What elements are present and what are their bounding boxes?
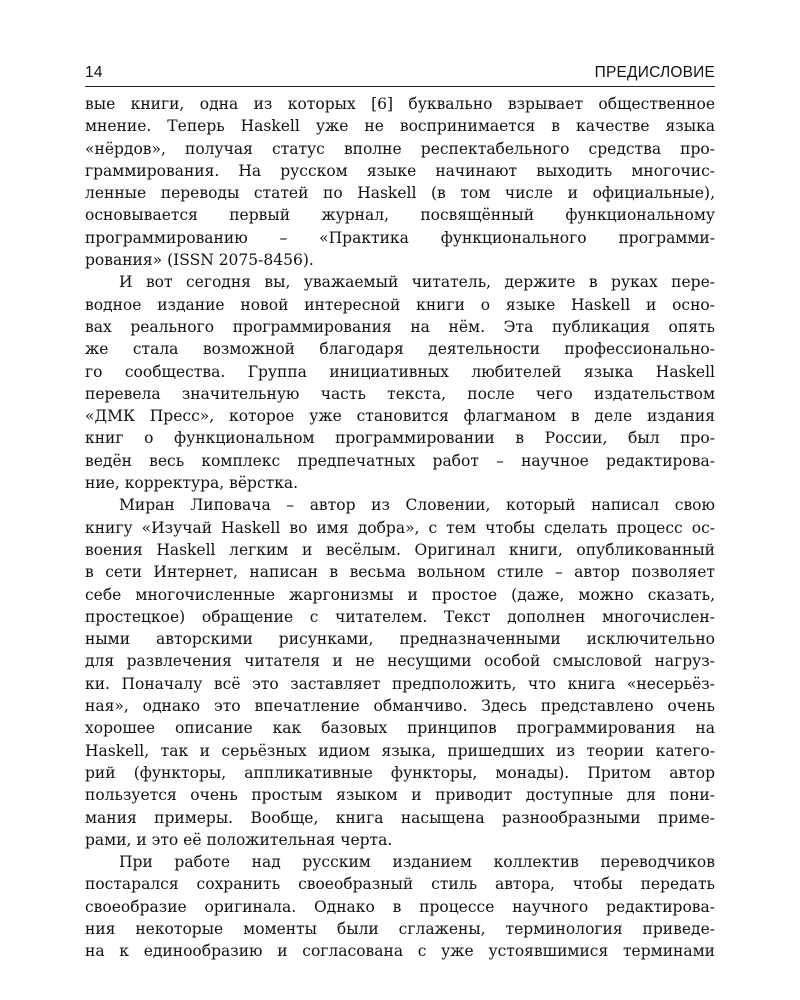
paragraph [85, 851, 715, 962]
text-line: перевела значительную часть текста, после чего издательством [85, 384, 715, 403]
text-line: в сети Интернет, написан в весьма вольном стиле – автор позволяет [85, 563, 715, 582]
text-line: Haskell, так и серьёзных идиом языка, пришедших из теории катего- [85, 741, 715, 760]
text-line: простецкое) обращение с читателем. Текст дополнен многочислен- [85, 607, 715, 626]
text-line: программированию – «Практика функционального программи- [85, 228, 715, 247]
text-line: мания примеры. Вообще, книга насыщена разнообразными приме- [85, 808, 715, 827]
text-line: Миран Липовача – автор из Словении, который написал свою [119, 496, 715, 515]
text-line: ние, корректура, вёрстка. [85, 474, 299, 493]
page-number: 14 [85, 64, 103, 81]
text-line: «ДМК Пресс», которое уже становится флагманом в деле издания [85, 407, 715, 426]
text-line: книг о функциональном программировании в России, был про- [85, 429, 715, 448]
text-line: основывается первый журнал, посвящённый функциональному [85, 206, 715, 225]
text-line: вые книги, одна из которых [6] буквально взрывает общественное [85, 95, 715, 113]
text-line: ная», однако это впечатление обманчиво. Здесь представлено очень [85, 697, 715, 716]
text-line: для развлечения читателя и не несущими особой смысловой нагруз- [85, 652, 715, 671]
text-line: пользуется очень простым языком и приводит доступные для пони- [85, 786, 715, 805]
text-line: своеобразие оригинала. Однако в процессе научного редактирова- [85, 897, 715, 916]
text-line: ки. Поначалу всё это заставляет предположить, что книга «несерьёз- [85, 674, 715, 693]
text-line: книгу «Изучай Haskell во имя добра», с тем чтобы сделать процесс ос- [85, 518, 715, 537]
text-line: И вот сегодня вы, уважаемый читатель, держите в руках пере- [119, 273, 715, 292]
book-page [85, 58, 715, 963]
text-line: вах реального программирования на нём. Эта публикация опять [85, 317, 715, 336]
text-line: на к единообразию и согласована с уже устоявшимися терминами [85, 942, 715, 961]
text-line: же стала возможной благодаря деятельности профессионально- [85, 340, 715, 359]
text-line: го сообщества. Группа инициативных любителей языка Haskell [85, 362, 715, 381]
text-line: воения Haskell легким и весёлым. Оригинал книги, опубликованный [85, 540, 715, 559]
text-line: постарался сохранить своеобразный стиль автора, чтобы передать [85, 875, 715, 894]
text-line: ными авторскими рисунками, предназначенными исключительно [85, 630, 715, 649]
text-line: При работе над русским изданием коллектив переводчиков [119, 853, 715, 872]
paragraph [85, 271, 715, 494]
text-line: мнение. Теперь Haskell уже не воспринимается в качестве языка [85, 117, 715, 136]
body-text [85, 93, 715, 963]
text-line: хорошее описание как базовых принципов программирования на [85, 719, 715, 738]
running-head [85, 58, 715, 82]
text-line: ведён весь комплекс предпечатных работ – научное редактирова- [85, 451, 715, 470]
text-line: ния некоторые моменты были сглажены, терминология приведе- [85, 919, 715, 938]
text-line: «нёрдов», получая статус вполне респектабельного средства про- [85, 139, 715, 158]
text-line: рий (функторы, аппликативные функторы, монады). Притом автор [85, 763, 715, 782]
header-rule [85, 86, 715, 87]
text-line: себе многочисленные жаргонизмы и простое (даже, можно сказать, [85, 585, 715, 604]
paragraph [85, 494, 715, 851]
text-line: рования» (ISSN 2075-8456). [85, 251, 314, 270]
text-line: ленные переводы статей по Haskell (в том числе и официальные), [85, 184, 715, 203]
section-title: ПРЕДИСЛОВИЕ [594, 64, 715, 81]
text-line: граммирования. На русском языке начинают выходить многочис- [85, 161, 715, 180]
paragraph [85, 93, 715, 271]
text-line: водное издание новой интересной книги о языке Haskell и осно- [85, 295, 715, 314]
text-line: рами, и это её положительная черта. [85, 830, 393, 849]
